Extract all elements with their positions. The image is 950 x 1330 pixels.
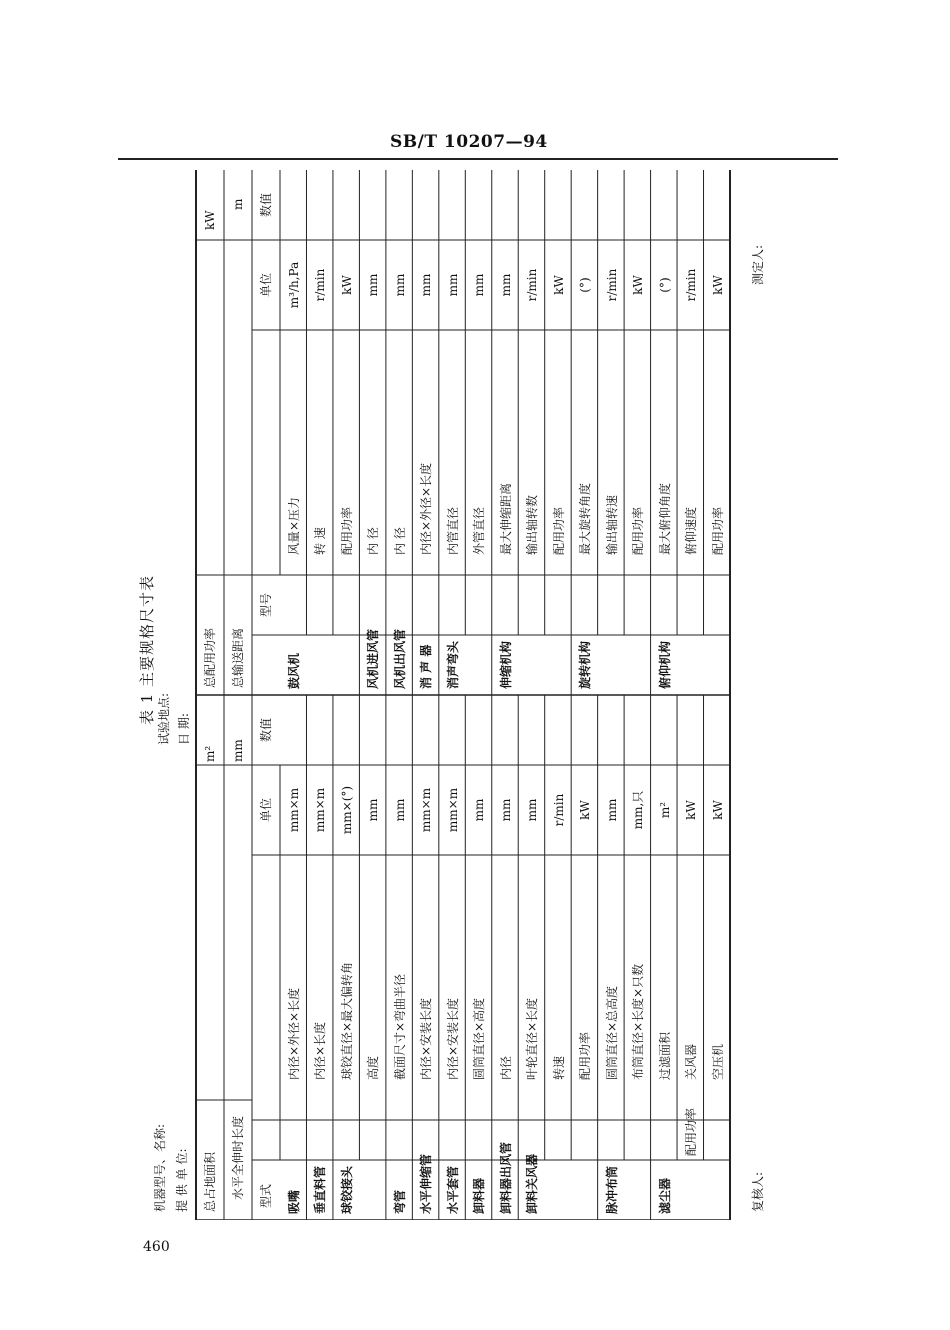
right-row-group: 风机出风管 <box>392 628 407 689</box>
left-row-unit: mm <box>498 798 513 822</box>
left-row-group: 卸料器 <box>472 1177 487 1214</box>
right-row-group: 风机进风管 <box>366 628 381 689</box>
right-row-unit: mm <box>498 273 513 297</box>
left-row-unit: kW <box>710 800 725 820</box>
rotated-table-block <box>140 170 780 1220</box>
total-area-unit: m² <box>203 745 217 762</box>
right-row-item: 外管直径 <box>472 506 487 555</box>
left-row-unit: kW <box>578 800 593 820</box>
left-row-group: 水平套管 <box>445 1165 460 1214</box>
supplier-label: 提 供 单 位: <box>175 1148 189 1212</box>
right-row-item: 内管直径 <box>445 506 460 555</box>
left-row-unit: mm×m <box>313 787 328 833</box>
left-row-unit: r/min <box>551 793 566 827</box>
left-row-unit: mm <box>525 798 540 822</box>
type-header: 型式 <box>259 1183 273 1208</box>
left-row-group: 脉冲布筒 <box>604 1165 619 1214</box>
right-row-item: 内径×外径×长度 <box>419 462 434 555</box>
left-row-group: 球铰接头 <box>339 1165 354 1214</box>
right-row-unit: (°) <box>578 277 593 293</box>
left-row-item: 配用功率 <box>578 1031 593 1080</box>
right-row-unit: mm <box>392 273 407 297</box>
right-row-unit: r/min <box>684 268 699 302</box>
left-row-item: 圆筒直径×总高度 <box>604 985 619 1080</box>
left-row-subgroup: 配用功率 <box>684 1107 699 1156</box>
right-row-unit: kW <box>551 275 566 295</box>
right-row-item: 最大旋转角度 <box>578 482 593 555</box>
right-row-group: 伸缩机构 <box>498 640 513 689</box>
left-row-unit: kW <box>684 800 699 820</box>
left-row-item: 截面尺寸×弯曲半径 <box>392 973 407 1080</box>
left-row-unit: mm <box>472 798 487 822</box>
left-row-item: 叶轮直径×长度 <box>525 997 540 1080</box>
value-header-left: 数值 <box>259 718 273 743</box>
left-row-item: 关风器 <box>684 1043 699 1080</box>
right-row-item: 转 速 <box>313 527 328 555</box>
left-row-item: 内径×外径×长度 <box>287 987 301 1080</box>
left-row-unit: mm×m <box>445 787 460 833</box>
machine-label: 机器型号、名称: <box>153 1123 167 1212</box>
standard-code-header: SB/T 10207—94 <box>390 132 548 152</box>
left-row-item: 空压机 <box>710 1043 725 1080</box>
left-row-group: 弯管 <box>392 1189 407 1214</box>
right-row-group: 消 声 器 <box>419 644 434 689</box>
right-row-unit: r/min <box>525 268 540 302</box>
model-header: 型号 <box>259 593 273 618</box>
site-label: 试验地点: <box>157 692 171 745</box>
right-row-item: 配用功率 <box>339 506 354 555</box>
right-row-item: 内 径 <box>392 527 407 555</box>
right-row-unit: kW <box>339 275 354 295</box>
table-title: 表 1 主要规格尺寸表 <box>138 574 156 726</box>
right-row-item: 输出轴转速 <box>604 494 619 555</box>
horizontal-length-unit: mm <box>231 739 245 762</box>
left-row-unit: mm×(°) <box>339 785 354 835</box>
right-row-item: 配用功率 <box>710 506 725 555</box>
left-row-item: 球铰直径×最大偏转角 <box>339 961 354 1080</box>
left-row-group: 卸料器出风管 <box>498 1141 513 1214</box>
left-row-group: 卸料关风器 <box>525 1153 540 1214</box>
left-row-unit: mm×m <box>287 787 301 833</box>
unit-header-left: 单位 <box>259 798 273 823</box>
left-row-item: 内径×安装长度 <box>419 997 434 1080</box>
right-row-item: 输出轴转数 <box>525 494 540 555</box>
left-row-item: 内径×安装长度 <box>445 997 460 1080</box>
right-row-unit: kW <box>631 275 646 295</box>
right-row-group: 俯仰机构 <box>657 640 672 689</box>
horizontal-length-label: 水平全伸时长度 <box>231 1115 245 1200</box>
header-rule <box>118 158 838 160</box>
left-row-group: 垂直料管 <box>313 1165 328 1214</box>
right-row-unit: mm <box>419 273 434 297</box>
right-row-unit: kW <box>710 275 725 295</box>
left-row-unit: mm×m <box>419 787 434 833</box>
right-row-item: 风量×压力 <box>287 496 301 555</box>
right-row-item: 配用功率 <box>551 506 566 555</box>
right-row-unit: mm <box>445 273 460 297</box>
total-area-label: 总占地面积 <box>203 1151 217 1212</box>
tester-label: 测定人: <box>751 244 765 285</box>
left-row-item: 内径×长度 <box>313 1021 328 1080</box>
left-row-unit: mm <box>366 798 381 822</box>
left-row-item: 转速 <box>551 1055 566 1080</box>
right-row-unit: (°) <box>657 277 672 293</box>
right-row-item: 最大伸缩距离 <box>498 482 513 555</box>
right-row-item: 俯仰速度 <box>684 506 699 555</box>
right-row-unit: r/min <box>604 268 619 302</box>
total-distance-unit: m <box>231 198 245 210</box>
right-row-group: 消声弯头 <box>445 640 460 689</box>
left-row-item: 高度 <box>366 1055 381 1080</box>
right-row-unit: mm <box>472 273 487 297</box>
left-row-unit: mm,只 <box>631 790 646 830</box>
left-row-group: 水平伸缩管 <box>419 1153 434 1214</box>
left-row-item: 圆筒直径×高度 <box>472 997 487 1080</box>
right-row-group: 旋转机构 <box>578 640 593 689</box>
right-row-item: 内 径 <box>366 527 381 555</box>
left-row-group: 滤尘器 <box>657 1177 672 1214</box>
left-row-unit: m² <box>657 801 672 819</box>
left-row-group: 吸嘴 <box>287 1189 301 1214</box>
date-label: 日 期: <box>177 713 191 745</box>
total-power-unit: kW <box>203 210 217 230</box>
left-row-item: 布筒直径×长度×只数 <box>631 963 646 1080</box>
left-row-unit: mm <box>604 798 619 822</box>
reviewer-label: 复核人: <box>751 1171 765 1212</box>
right-row-unit: r/min <box>313 268 328 302</box>
total-distance-label: 总输送距离 <box>231 627 245 688</box>
value-header-right: 数值 <box>259 193 273 218</box>
left-row-unit: mm <box>392 798 407 822</box>
left-row-item: 内径 <box>498 1055 513 1080</box>
right-row-group: 鼓风机 <box>287 652 301 689</box>
page-number: 460 <box>143 1239 170 1255</box>
right-row-item: 最大俯仰角度 <box>657 482 672 555</box>
right-row-unit: m³/h,Pa <box>287 261 301 309</box>
right-row-item: 配用功率 <box>631 506 646 555</box>
left-row-item: 过滤面积 <box>657 1031 672 1080</box>
unit-header-right: 单位 <box>259 273 273 298</box>
right-row-unit: mm <box>366 273 381 297</box>
total-power-label: 总配用功率 <box>203 627 217 688</box>
